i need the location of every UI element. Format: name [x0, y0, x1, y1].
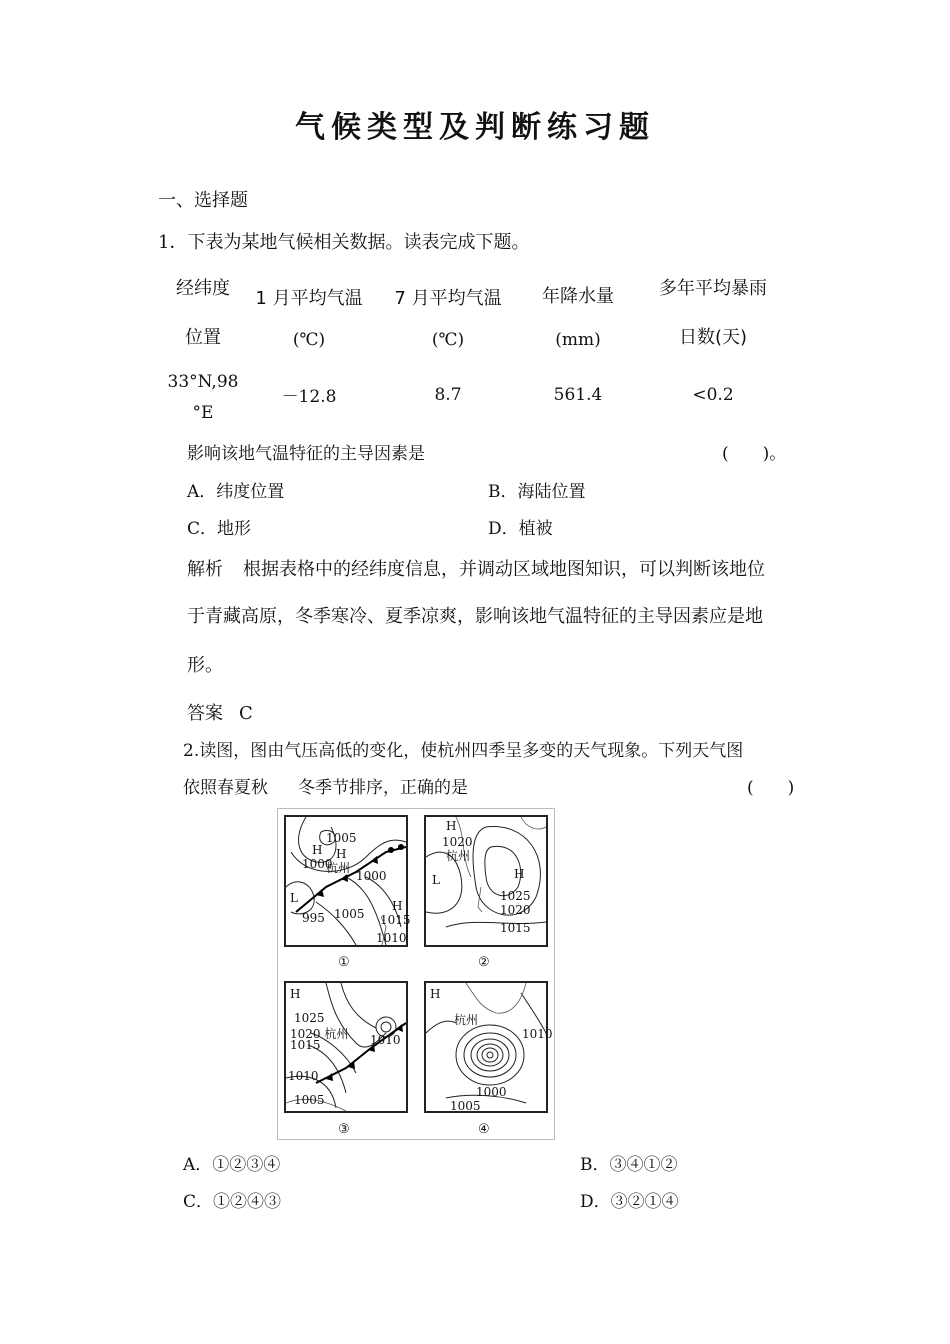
map-4-label: 1005	[450, 1099, 481, 1113]
map-2-label: L	[432, 873, 440, 887]
map-2-label: H	[446, 819, 457, 833]
cell-jan: －12.8	[281, 387, 337, 407]
header-jan-l2: (℃)	[292, 330, 326, 350]
answer-line	[187, 699, 253, 725]
map-4-label: H	[430, 987, 441, 1001]
q2-option-a[interactable]: A．①②③④	[183, 1155, 281, 1175]
header-coord-l1: 经纬度	[176, 278, 230, 299]
map-2-label: 1015	[500, 921, 531, 935]
header-storm-l2: 日数(天)	[678, 327, 748, 348]
q2-option-b[interactable]: B．③④①②	[580, 1155, 678, 1175]
question-2-stem-part-b: 冬季节排序，正确的是	[298, 778, 468, 798]
map-1-label: 1000	[302, 857, 333, 871]
map-4-label: 1000	[476, 1085, 507, 1099]
weather-maps-figure	[277, 808, 555, 1140]
map-1-label: 1005	[334, 907, 365, 921]
header-coord-l2: 位置	[185, 327, 221, 348]
cell-jul: 8.7	[434, 385, 462, 405]
header-jul-l1: 7 月平均气温	[394, 288, 502, 309]
question-1-stem-tail: 读表完成下题。	[403, 232, 530, 253]
map-1-label: 杭州	[326, 861, 351, 875]
cell-rain: 561.4	[553, 385, 603, 405]
answer-label: 答案	[187, 703, 223, 724]
answer-value: C	[239, 703, 253, 724]
map-3-label: 1010	[288, 1069, 319, 1083]
question-1-stem	[158, 228, 529, 254]
question-1-stem-main: 下表为某地气候相关数据。	[187, 232, 404, 253]
map-1-label: 1000	[356, 869, 387, 883]
map-3-label: 1015	[290, 1038, 321, 1052]
analysis-line-3: 形。	[187, 655, 223, 676]
header-jan-l1: 1 月平均气温	[255, 288, 363, 309]
question-2-stem-line-2	[183, 773, 468, 798]
map-3-number: ③	[338, 1122, 350, 1137]
map-1-number: ①	[338, 955, 350, 970]
map-4-label: 1010	[522, 1027, 553, 1041]
page-title: 气候类型及判断练习题	[295, 110, 655, 145]
question-1-number: 1．	[158, 232, 188, 253]
map-3-label: 1010	[370, 1033, 401, 1047]
map-2-label: 1020	[442, 835, 473, 849]
map-4-number: ④	[478, 1122, 490, 1137]
map-1-label: H	[312, 843, 323, 857]
header-jul-l2: (℃)	[431, 330, 465, 350]
q2-option-c[interactable]: C．①②④③	[183, 1192, 282, 1212]
map-2-label: 1020	[500, 903, 531, 917]
section-heading: 一、选择题	[158, 190, 248, 211]
q1-option-d[interactable]: D．植被	[488, 519, 553, 539]
analysis-label: 解析	[187, 559, 223, 580]
cell-coord-l1: 33°N,98	[167, 372, 239, 392]
map-2-label: 杭州	[446, 849, 471, 863]
question-1-prompt: 影响该地气温特征的主导因素是	[187, 444, 425, 464]
analysis-text-1: 根据表格中的经纬度信息，并调动区域地图知识，可以判断该地位	[243, 559, 765, 580]
question-1-answer-blank: ( )。	[722, 444, 787, 464]
map-2-label: H	[514, 867, 525, 881]
analysis-line-1	[187, 555, 765, 581]
map-1-label: 1005	[326, 831, 357, 845]
map-1-label: 995	[302, 911, 325, 925]
q1-option-b[interactable]: B．海陆位置	[488, 482, 586, 502]
map-1-label: H	[392, 899, 403, 913]
cell-coord-l2: °E	[192, 403, 214, 423]
q1-option-c[interactable]: C．地形	[187, 519, 252, 539]
map-3-label: 1005	[294, 1093, 325, 1107]
cell-storm: <0.2	[692, 385, 734, 405]
map-3-label: H	[290, 987, 301, 1001]
map-4-label: 杭州	[454, 1013, 479, 1027]
map-3-label: 1020 杭州	[290, 1027, 349, 1041]
question-2-answer-blank: ( )	[747, 778, 795, 798]
q1-option-a[interactable]: A．纬度位置	[187, 482, 285, 502]
map-1-label: H	[336, 847, 347, 861]
header-rain-l2: (mm)	[555, 330, 601, 350]
map-2-label: 1025	[500, 889, 531, 903]
question-2-stem-line-1: 2.读图，图由气压高低的变化，使杭州四季呈多变的天气现象。下列天气图	[183, 741, 744, 761]
q2-option-d[interactable]: D．③②①④	[580, 1192, 679, 1212]
map-2-number: ②	[478, 955, 490, 970]
analysis-line-2: 于青藏高原，冬季寒冷、夏季凉爽，影响该地气温特征的主导因素应是地	[187, 606, 763, 627]
map-1-label: 1010	[376, 931, 407, 945]
map-1-label: L	[290, 891, 298, 905]
map-1-label: 1015	[380, 913, 411, 927]
header-rain-l1: 年降水量	[542, 286, 614, 307]
map-3-label: 1025	[294, 1011, 325, 1025]
header-storm-l1: 多年平均暴雨	[659, 278, 767, 299]
question-2-stem-part-a: 依照春夏秋	[183, 778, 268, 798]
